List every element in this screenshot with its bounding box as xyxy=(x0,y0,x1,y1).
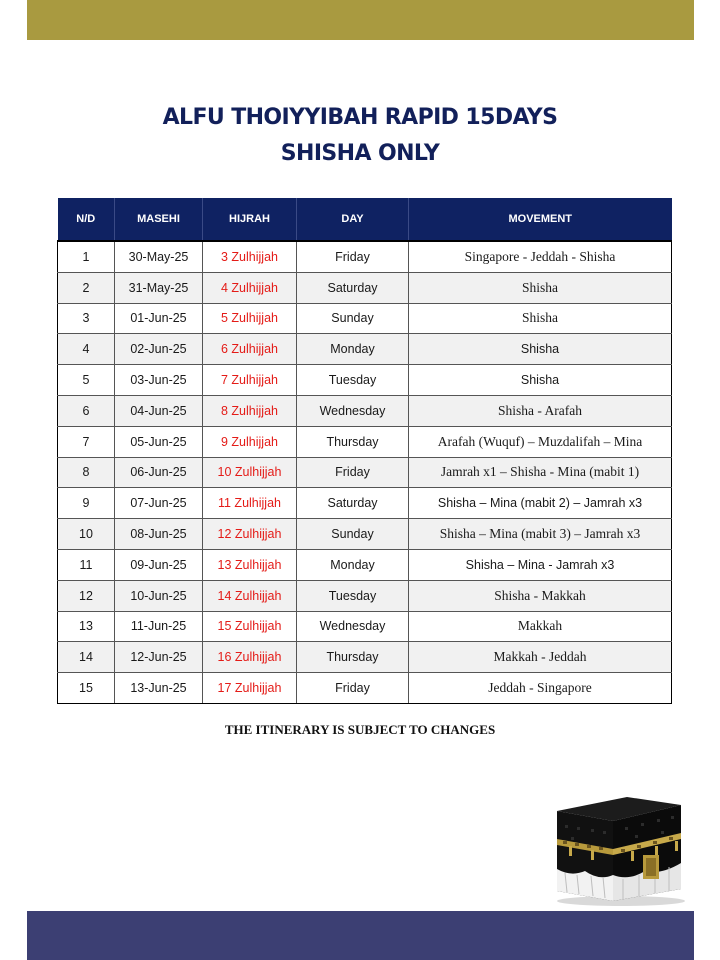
table-row xyxy=(58,580,672,611)
cell-movement: Shisha xyxy=(409,334,672,365)
cell-masehi: 31-May-25 xyxy=(115,272,203,303)
cell-nd: 4 xyxy=(58,334,115,365)
header-hijrah: HIJRAH xyxy=(203,198,297,241)
top-decorative-band xyxy=(27,0,694,40)
cell-masehi: 03-Jun-25 xyxy=(115,365,203,396)
cell-movement: Shisha xyxy=(409,272,672,303)
cell-movement: Singapore - Jeddah - Shisha xyxy=(409,241,672,272)
bottom-decorative-band xyxy=(27,911,694,960)
cell-movement: Shisha – Mina - Jamrah x3 xyxy=(409,549,672,580)
cell-masehi: 04-Jun-25 xyxy=(115,395,203,426)
cell-masehi: 13-Jun-25 xyxy=(115,673,203,704)
page-title: ALFU THOIYYIBAH RAPID 15DAYS xyxy=(162,105,558,130)
cell-day: Sunday xyxy=(297,303,409,334)
cell-movement: Shisha xyxy=(409,303,672,334)
cell-hijrah: 14 Zulhijjah xyxy=(203,580,297,611)
cell-nd: 6 xyxy=(58,395,115,426)
table-row xyxy=(58,642,672,673)
cell-day: Monday xyxy=(297,334,409,365)
cell-masehi: 11-Jun-25 xyxy=(115,611,203,642)
cell-day: Friday xyxy=(297,457,409,488)
cell-hijrah: 8 Zulhijjah xyxy=(203,395,297,426)
cell-hijrah: 10 Zulhijjah xyxy=(203,457,297,488)
cell-movement: Shisha - Makkah xyxy=(409,580,672,611)
table-row xyxy=(58,334,672,365)
table-row xyxy=(58,457,672,488)
cell-day: Thursday xyxy=(297,426,409,457)
cell-masehi: 08-Jun-25 xyxy=(115,519,203,550)
header-day: DAY xyxy=(297,198,409,241)
cell-masehi: 12-Jun-25 xyxy=(115,642,203,673)
cell-nd: 10 xyxy=(58,519,115,550)
itinerary-disclaimer: THE ITINERARY IS SUBJECT TO CHANGES xyxy=(224,722,496,737)
cell-day: Saturday xyxy=(297,488,409,519)
cell-nd: 15 xyxy=(58,673,115,704)
cell-nd: 13 xyxy=(58,611,115,642)
table-header-row xyxy=(58,198,672,241)
header-movement: MOVEMENT xyxy=(409,198,672,241)
cell-masehi: 01-Jun-25 xyxy=(115,303,203,334)
cell-masehi: 09-Jun-25 xyxy=(115,549,203,580)
cell-nd: 8 xyxy=(58,457,115,488)
cell-movement: Shisha – Mina (mabit 2) – Jamrah x3 xyxy=(409,488,672,519)
table-row xyxy=(58,395,672,426)
cell-day: Tuesday xyxy=(297,365,409,396)
cell-nd: 3 xyxy=(58,303,115,334)
cell-day: Monday xyxy=(297,549,409,580)
cell-day: Thursday xyxy=(297,642,409,673)
table-row xyxy=(58,241,672,272)
cell-hijrah: 9 Zulhijjah xyxy=(203,426,297,457)
table-row xyxy=(58,365,672,396)
cell-hijrah: 16 Zulhijjah xyxy=(203,642,297,673)
cell-hijrah: 4 Zulhijjah xyxy=(203,272,297,303)
cell-nd: 2 xyxy=(58,272,115,303)
cell-movement: Shisha – Mina (mabit 3) – Jamrah x3 xyxy=(409,519,672,550)
cell-hijrah: 15 Zulhijjah xyxy=(203,611,297,642)
cell-hijrah: 5 Zulhijjah xyxy=(203,303,297,334)
cell-nd: 1 xyxy=(58,241,115,272)
cell-movement: Shisha xyxy=(409,365,672,396)
cell-nd: 9 xyxy=(58,488,115,519)
cell-masehi: 07-Jun-25 xyxy=(115,488,203,519)
cell-hijrah: 7 Zulhijjah xyxy=(203,365,297,396)
cell-day: Sunday xyxy=(297,519,409,550)
cell-day: Saturday xyxy=(297,272,409,303)
cell-nd: 14 xyxy=(58,642,115,673)
header-nd: N/D xyxy=(58,198,115,241)
table-row xyxy=(58,426,672,457)
cell-nd: 7 xyxy=(58,426,115,457)
table-row xyxy=(58,611,672,642)
cell-movement: Makkah xyxy=(409,611,672,642)
cell-day: Wednesday xyxy=(297,611,409,642)
itinerary-table xyxy=(57,198,672,704)
cell-day: Friday xyxy=(297,673,409,704)
kaaba-icon xyxy=(551,791,687,907)
table-row xyxy=(58,488,672,519)
cell-masehi: 05-Jun-25 xyxy=(115,426,203,457)
cell-hijrah: 12 Zulhijjah xyxy=(203,519,297,550)
cell-nd: 5 xyxy=(58,365,115,396)
cell-masehi: 02-Jun-25 xyxy=(115,334,203,365)
cell-day: Tuesday xyxy=(297,580,409,611)
cell-hijrah: 3 Zulhijjah xyxy=(203,241,297,272)
cell-hijrah: 11 Zulhijjah xyxy=(203,488,297,519)
cell-movement: Arafah (Wuquf) – Muzdalifah – Mina xyxy=(409,426,672,457)
cell-hijrah: 6 Zulhijjah xyxy=(203,334,297,365)
table-row xyxy=(58,303,672,334)
cell-day: Wednesday xyxy=(297,395,409,426)
cell-movement: Shisha - Arafah xyxy=(409,395,672,426)
table-row xyxy=(58,549,672,580)
table-row xyxy=(58,673,672,704)
header-masehi: MASEHI xyxy=(115,198,203,241)
cell-movement: Makkah - Jeddah xyxy=(409,642,672,673)
cell-nd: 12 xyxy=(58,580,115,611)
cell-movement: Jeddah - Singapore xyxy=(409,673,672,704)
table-row xyxy=(58,519,672,550)
cell-day: Friday xyxy=(297,241,409,272)
table-row xyxy=(58,272,672,303)
cell-movement: Jamrah x1 – Shisha - Mina (mabit 1) xyxy=(409,457,672,488)
cell-masehi: 06-Jun-25 xyxy=(115,457,203,488)
cell-masehi: 10-Jun-25 xyxy=(115,580,203,611)
cell-hijrah: 17 Zulhijjah xyxy=(203,673,297,704)
cell-hijrah: 13 Zulhijjah xyxy=(203,549,297,580)
page-subtitle: SHISHA ONLY xyxy=(280,141,440,166)
cell-nd: 11 xyxy=(58,549,115,580)
kaaba-illustration xyxy=(551,791,687,907)
cell-masehi: 30-May-25 xyxy=(115,241,203,272)
